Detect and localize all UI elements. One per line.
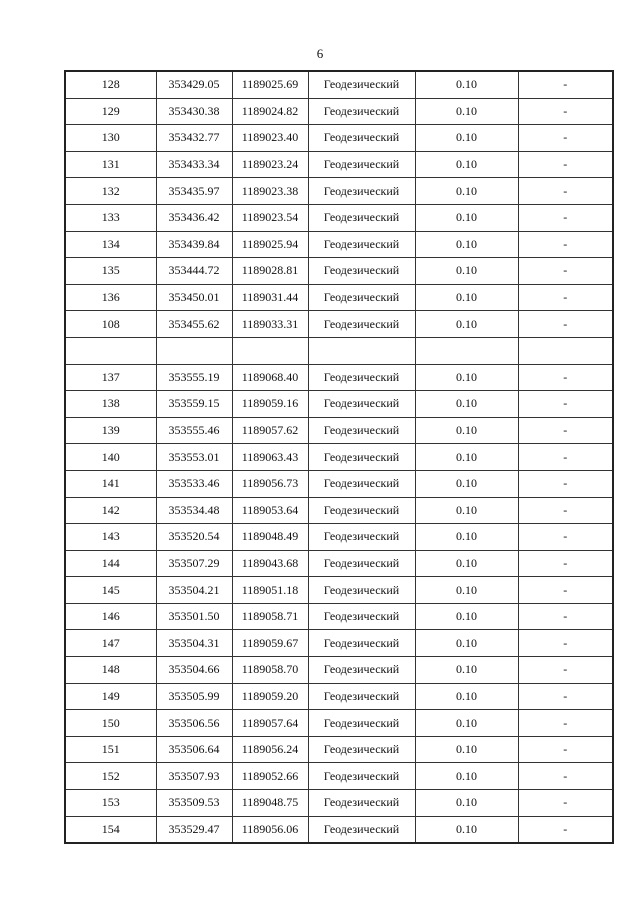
table-row — [65, 710, 613, 737]
table-row — [65, 630, 613, 657]
method-cell: Геодезический — [308, 763, 415, 790]
table-row — [65, 816, 613, 843]
method-cell — [308, 337, 415, 364]
description-cell: - — [518, 736, 613, 763]
point-number-cell: 129 — [65, 98, 156, 125]
accuracy-cell: 0.10 — [415, 816, 518, 843]
point-number-cell: 141 — [65, 470, 156, 497]
x-coordinate-cell: 353534.48 — [156, 497, 232, 524]
description-cell: - — [518, 311, 613, 338]
description-cell: - — [518, 630, 613, 657]
x-coordinate-cell: 353504.31 — [156, 630, 232, 657]
table-row — [65, 550, 613, 577]
method-cell: Геодезический — [308, 710, 415, 737]
accuracy-cell: 0.10 — [415, 178, 518, 205]
description-cell: - — [518, 470, 613, 497]
x-coordinate-cell: 353509.53 — [156, 790, 232, 817]
table-row — [65, 258, 613, 285]
y-coordinate-cell: 1189023.40 — [232, 125, 308, 152]
table-row — [65, 790, 613, 817]
accuracy-cell: 0.10 — [415, 151, 518, 178]
method-cell: Геодезический — [308, 683, 415, 710]
table-row — [65, 337, 613, 364]
description-cell: - — [518, 657, 613, 684]
y-coordinate-cell: 1189056.24 — [232, 736, 308, 763]
accuracy-cell: 0.10 — [415, 657, 518, 684]
x-coordinate-cell: 353444.72 — [156, 258, 232, 285]
accuracy-cell: 0.10 — [415, 470, 518, 497]
method-cell: Геодезический — [308, 71, 415, 98]
x-coordinate-cell: 353507.29 — [156, 550, 232, 577]
method-cell: Геодезический — [308, 284, 415, 311]
y-coordinate-cell: 1189025.69 — [232, 71, 308, 98]
point-number-cell: 147 — [65, 630, 156, 657]
point-number-cell — [65, 337, 156, 364]
table-row — [65, 444, 613, 471]
x-coordinate-cell: 353555.19 — [156, 364, 232, 391]
method-cell: Геодезический — [308, 497, 415, 524]
method-cell: Геодезический — [308, 524, 415, 551]
y-coordinate-cell: 1189033.31 — [232, 311, 308, 338]
x-coordinate-cell: 353553.01 — [156, 444, 232, 471]
method-cell: Геодезический — [308, 417, 415, 444]
point-number-cell: 134 — [65, 231, 156, 258]
y-coordinate-cell: 1189052.66 — [232, 763, 308, 790]
y-coordinate-cell: 1189057.62 — [232, 417, 308, 444]
description-cell: - — [518, 204, 613, 231]
table-row — [65, 178, 613, 205]
description-cell: - — [518, 258, 613, 285]
point-number-cell: 135 — [65, 258, 156, 285]
accuracy-cell: 0.10 — [415, 736, 518, 763]
accuracy-cell: 0.10 — [415, 577, 518, 604]
accuracy-cell — [415, 337, 518, 364]
description-cell: - — [518, 683, 613, 710]
y-coordinate-cell: 1189058.70 — [232, 657, 308, 684]
method-cell: Геодезический — [308, 151, 415, 178]
accuracy-cell: 0.10 — [415, 125, 518, 152]
accuracy-cell: 0.10 — [415, 763, 518, 790]
accuracy-cell: 0.10 — [415, 71, 518, 98]
method-cell: Геодезический — [308, 444, 415, 471]
method-cell: Геодезический — [308, 391, 415, 418]
method-cell: Геодезический — [308, 816, 415, 843]
x-coordinate-cell: 353504.66 — [156, 657, 232, 684]
point-number-cell: 151 — [65, 736, 156, 763]
method-cell: Геодезический — [308, 364, 415, 391]
accuracy-cell: 0.10 — [415, 683, 518, 710]
point-number-cell: 140 — [65, 444, 156, 471]
table-row — [65, 125, 613, 152]
table-row — [65, 683, 613, 710]
description-cell: - — [518, 710, 613, 737]
y-coordinate-cell — [232, 337, 308, 364]
table-row — [65, 204, 613, 231]
x-coordinate-cell: 353506.64 — [156, 736, 232, 763]
accuracy-cell: 0.10 — [415, 391, 518, 418]
y-coordinate-cell: 1189023.38 — [232, 178, 308, 205]
accuracy-cell: 0.10 — [415, 603, 518, 630]
y-coordinate-cell: 1189056.06 — [232, 816, 308, 843]
table-row — [65, 603, 613, 630]
point-number-cell: 152 — [65, 763, 156, 790]
accuracy-cell: 0.10 — [415, 524, 518, 551]
description-cell: - — [518, 550, 613, 577]
method-cell: Геодезический — [308, 550, 415, 577]
description-cell: - — [518, 603, 613, 630]
table-row — [65, 284, 613, 311]
point-number-cell: 144 — [65, 550, 156, 577]
y-coordinate-cell: 1189057.64 — [232, 710, 308, 737]
y-coordinate-cell: 1189043.68 — [232, 550, 308, 577]
accuracy-cell: 0.10 — [415, 204, 518, 231]
method-cell: Геодезический — [308, 311, 415, 338]
x-coordinate-cell: 353507.93 — [156, 763, 232, 790]
y-coordinate-cell: 1189048.75 — [232, 790, 308, 817]
table-row — [65, 151, 613, 178]
x-coordinate-cell: 353439.84 — [156, 231, 232, 258]
point-number-cell: 108 — [65, 311, 156, 338]
y-coordinate-cell: 1189031.44 — [232, 284, 308, 311]
accuracy-cell: 0.10 — [415, 790, 518, 817]
x-coordinate-cell: 353436.42 — [156, 204, 232, 231]
method-cell: Геодезический — [308, 204, 415, 231]
description-cell: - — [518, 444, 613, 471]
point-number-cell: 138 — [65, 391, 156, 418]
point-number-cell: 131 — [65, 151, 156, 178]
description-cell: - — [518, 231, 613, 258]
method-cell: Геодезический — [308, 657, 415, 684]
table-row — [65, 577, 613, 604]
description-cell: - — [518, 524, 613, 551]
y-coordinate-cell: 1189068.40 — [232, 364, 308, 391]
table-row — [65, 470, 613, 497]
method-cell: Геодезический — [308, 125, 415, 152]
point-number-cell: 132 — [65, 178, 156, 205]
y-coordinate-cell: 1189053.64 — [232, 497, 308, 524]
y-coordinate-cell: 1189059.20 — [232, 683, 308, 710]
method-cell: Геодезический — [308, 736, 415, 763]
y-coordinate-cell: 1189056.73 — [232, 470, 308, 497]
table-row — [65, 311, 613, 338]
x-coordinate-cell: 353559.15 — [156, 391, 232, 418]
x-coordinate-cell: 353501.50 — [156, 603, 232, 630]
y-coordinate-cell: 1189059.16 — [232, 391, 308, 418]
table-row — [65, 524, 613, 551]
y-coordinate-cell: 1189048.49 — [232, 524, 308, 551]
method-cell: Геодезический — [308, 603, 415, 630]
accuracy-cell: 0.10 — [415, 497, 518, 524]
x-coordinate-cell — [156, 337, 232, 364]
x-coordinate-cell: 353435.97 — [156, 178, 232, 205]
table-row — [65, 763, 613, 790]
method-cell: Геодезический — [308, 258, 415, 285]
x-coordinate-cell: 353520.54 — [156, 524, 232, 551]
description-cell: - — [518, 125, 613, 152]
accuracy-cell: 0.10 — [415, 550, 518, 577]
y-coordinate-cell: 1189051.18 — [232, 577, 308, 604]
table-row — [65, 364, 613, 391]
point-number-cell: 139 — [65, 417, 156, 444]
x-coordinate-cell: 353529.47 — [156, 816, 232, 843]
accuracy-cell: 0.10 — [415, 258, 518, 285]
description-cell: - — [518, 816, 613, 843]
point-number-cell: 154 — [65, 816, 156, 843]
table-row — [65, 231, 613, 258]
method-cell: Геодезический — [308, 790, 415, 817]
accuracy-cell: 0.10 — [415, 311, 518, 338]
method-cell: Геодезический — [308, 577, 415, 604]
y-coordinate-cell: 1189025.94 — [232, 231, 308, 258]
coordinates-table — [64, 70, 614, 844]
description-cell: - — [518, 497, 613, 524]
x-coordinate-cell: 353504.21 — [156, 577, 232, 604]
point-number-cell: 137 — [65, 364, 156, 391]
x-coordinate-cell: 353450.01 — [156, 284, 232, 311]
y-coordinate-cell: 1189058.71 — [232, 603, 308, 630]
description-cell: - — [518, 151, 613, 178]
point-number-cell: 145 — [65, 577, 156, 604]
page-number: 6 — [316, 46, 324, 61]
x-coordinate-cell: 353432.77 — [156, 125, 232, 152]
accuracy-cell: 0.10 — [415, 444, 518, 471]
description-cell: - — [518, 417, 613, 444]
table-row — [65, 98, 613, 125]
y-coordinate-cell: 1189023.54 — [232, 204, 308, 231]
table-row — [65, 417, 613, 444]
description-cell: - — [518, 98, 613, 125]
x-coordinate-cell: 353455.62 — [156, 311, 232, 338]
y-coordinate-cell: 1189023.24 — [232, 151, 308, 178]
description-cell: - — [518, 178, 613, 205]
point-number-cell: 153 — [65, 790, 156, 817]
method-cell: Геодезический — [308, 470, 415, 497]
point-number-cell: 149 — [65, 683, 156, 710]
description-cell: - — [518, 391, 613, 418]
description-cell: - — [518, 790, 613, 817]
x-coordinate-cell: 353533.46 — [156, 470, 232, 497]
description-cell: - — [518, 284, 613, 311]
table-row — [65, 657, 613, 684]
accuracy-cell: 0.10 — [415, 98, 518, 125]
description-cell: - — [518, 577, 613, 604]
table-row — [65, 391, 613, 418]
accuracy-cell: 0.10 — [415, 417, 518, 444]
x-coordinate-cell: 353555.46 — [156, 417, 232, 444]
accuracy-cell: 0.10 — [415, 630, 518, 657]
point-number-cell: 136 — [65, 284, 156, 311]
description-cell — [518, 337, 613, 364]
point-number-cell: 146 — [65, 603, 156, 630]
description-cell: - — [518, 71, 613, 98]
method-cell: Геодезический — [308, 630, 415, 657]
point-number-cell: 128 — [65, 71, 156, 98]
point-number-cell: 133 — [65, 204, 156, 231]
x-coordinate-cell: 353506.56 — [156, 710, 232, 737]
point-number-cell: 143 — [65, 524, 156, 551]
point-number-cell: 148 — [65, 657, 156, 684]
y-coordinate-cell: 1189028.81 — [232, 258, 308, 285]
table-row — [65, 497, 613, 524]
table-row — [65, 71, 613, 98]
y-coordinate-cell: 1189063.43 — [232, 444, 308, 471]
y-coordinate-cell: 1189059.67 — [232, 630, 308, 657]
x-coordinate-cell: 353429.05 — [156, 71, 232, 98]
x-coordinate-cell: 353433.34 — [156, 151, 232, 178]
point-number-cell: 150 — [65, 710, 156, 737]
accuracy-cell: 0.10 — [415, 710, 518, 737]
description-cell: - — [518, 763, 613, 790]
table-row — [65, 736, 613, 763]
point-number-cell: 142 — [65, 497, 156, 524]
x-coordinate-cell: 353505.99 — [156, 683, 232, 710]
table-body — [65, 71, 613, 843]
y-coordinate-cell: 1189024.82 — [232, 98, 308, 125]
method-cell: Геодезический — [308, 178, 415, 205]
method-cell: Геодезический — [308, 98, 415, 125]
accuracy-cell: 0.10 — [415, 231, 518, 258]
point-number-cell: 130 — [65, 125, 156, 152]
accuracy-cell: 0.10 — [415, 284, 518, 311]
accuracy-cell: 0.10 — [415, 364, 518, 391]
x-coordinate-cell: 353430.38 — [156, 98, 232, 125]
description-cell: - — [518, 364, 613, 391]
method-cell: Геодезический — [308, 231, 415, 258]
